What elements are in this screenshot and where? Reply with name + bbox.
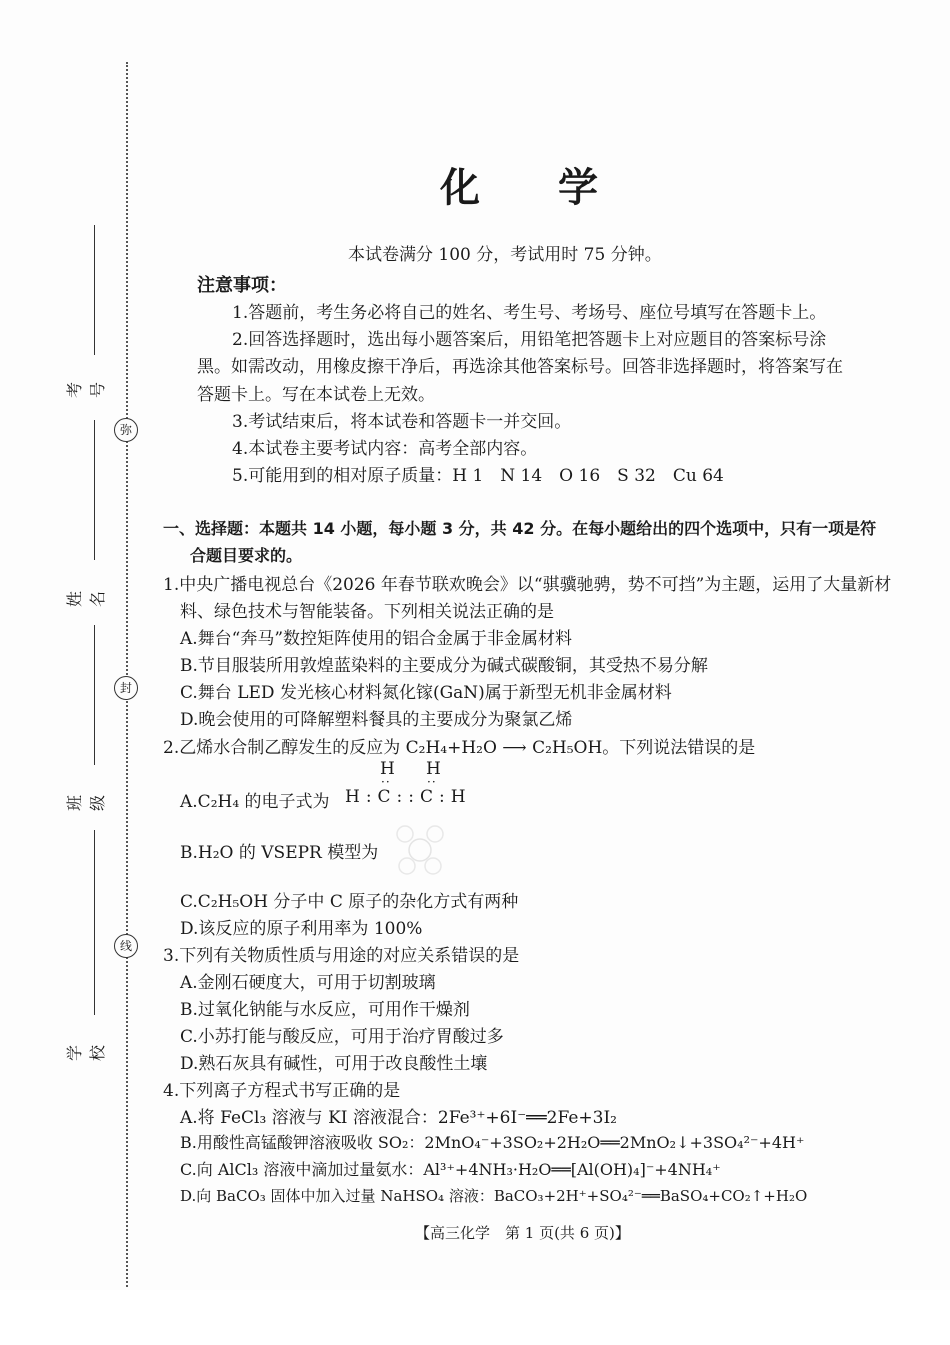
side-field-school xyxy=(65,830,107,1062)
q2-electron-formula: H:C::C:H xyxy=(345,787,472,807)
section-title-cont: 合题目要求的。 xyxy=(190,546,303,565)
q3-stem: 3.下列有关物质性质与用途的对应关系错误的是 xyxy=(163,946,520,966)
q1-option-a: A.舞台“奔马”数控矩阵使用的铝合金属于非金属材料 xyxy=(180,629,573,649)
side-label-school: 学校 xyxy=(65,1045,107,1062)
q2-option-a: A.C₂H₄ 的电子式为 xyxy=(180,792,330,812)
q4-option-b: B.用酸性高锰酸钾溶液吸收 SO₂：2MnO₄⁻+3SO₂+2H₂O══2MnO₂↓+3SO₄²⁻+4H⁺ xyxy=(180,1133,805,1152)
score-info: 本试卷满分 100 分，考试用时 75 分钟。 xyxy=(348,245,662,265)
vsepr-model-figure xyxy=(385,820,455,880)
side-blank-line xyxy=(94,225,95,355)
q1-option-d: D.晚会使用的可降解塑料餐具的主要成分为聚氯乙烯 xyxy=(180,710,573,730)
side-label-exam-number: 考号 xyxy=(65,382,107,399)
q3-option-c: C.小苏打能与酸反应，可用于治疗胃酸过多 xyxy=(180,1027,504,1047)
q2-formula-top-h: H xyxy=(380,759,395,779)
q2-formula-top-h: H xyxy=(426,759,441,779)
q3-option-a: A.金刚石硬度大，可用于切割玻璃 xyxy=(180,973,436,993)
q4-stem: 4.下列离子方程式书写正确的是 xyxy=(163,1081,401,1101)
binding-dotted-line xyxy=(126,62,128,1287)
q1-stem: 1.中央广播电视总台《2026 年春节联欢晚会》以“骐骥驰骋，势不可挡”为主题，运用了大量新材 xyxy=(163,575,892,595)
seal-feng: 封 xyxy=(114,676,138,700)
q2-option-b: B.H₂O 的 VSEPR 模型为 xyxy=(180,843,379,863)
q1-option-b: B.节目服装所用敦煌蓝染料的主要成分为碱式碳酸铜，其受热不易分解 xyxy=(180,656,708,676)
q2-option-d: D.该反应的原子利用率为 100% xyxy=(180,919,423,939)
notice-line-2: 2.回答选择题时，选出每小题答案后，用铅笔把答题卡上对应题目的答案标号涂 xyxy=(232,330,827,350)
q1-stem-cont: 料、绿色技术与智能装备。下列相关说法正确的是 xyxy=(180,602,554,622)
electron-pair-dots: ·· xyxy=(427,775,437,789)
notice-line-4: 答题卡上。写在本试卷上无效。 xyxy=(197,385,435,405)
notice-line-5: 3.考试结束后，将本试卷和答题卡一并交回。 xyxy=(232,412,572,432)
side-blank-line xyxy=(94,625,95,765)
electron-pair-dots: ·· xyxy=(381,775,391,789)
q4-option-c: C.向 AlCl₃ 溶液中滴加过量氨水：Al³⁺+4NH₃·H₂O══[Al(OH)₄]⁻+4NH₄⁺ xyxy=(180,1160,721,1179)
page-bottom-margin xyxy=(0,1290,950,1345)
q4-option-a: A.将 FeCl₃ 溶液与 KI 溶液混合：2Fe³⁺+6I⁻══2Fe+3I₂ xyxy=(180,1108,617,1128)
q2-stem: 2.乙烯水合制乙醇发生的反应为 C₂H₄+H₂O ⟶ C₂H₅OH。下列说法错误的是 xyxy=(163,738,756,758)
page-footer: 【高三化学 第 1 页(共 6 页)】 xyxy=(415,1224,630,1242)
notice-line-7: 5.可能用到的相对原子质量：H 1 N 14 O 16 S 32 Cu 64 xyxy=(232,466,724,486)
side-blank-line xyxy=(94,830,95,1015)
notice-line-3: 黑。如需改动，用橡皮擦干净后，再选涂其他答案标号。回答非选择题时，将答案写在 xyxy=(197,357,843,377)
q2-option-c: C.C₂H₅OH 分子中 C 原子的杂化方式有两种 xyxy=(180,892,519,912)
notice-line-1: 1.答题前，考生务必将自己的姓名、考生号、考场号、座位号填写在答题卡上。 xyxy=(232,303,827,323)
notice-heading: 注意事项： xyxy=(197,275,287,296)
side-label-class: 班级 xyxy=(65,795,107,812)
q1-option-c: C.舞台 LED 发光核心材料氮化镓(GaN)属于新型无机非金属材料 xyxy=(180,683,672,703)
q3-option-b: B.过氧化钠能与水反应，可用作干燥剂 xyxy=(180,1000,470,1020)
side-label-name: 姓名 xyxy=(65,591,107,608)
section-title: 一、选择题：本题共 14 小题，每小题 3 分，共 42 分。在每小题给出的四个选项中，只有一项是符 xyxy=(163,519,877,538)
q3-option-d: D.熟石灰具有碱性，可用于改良酸性土壤 xyxy=(180,1054,488,1074)
seal-xian: 线 xyxy=(114,934,138,958)
page-title: 化学 xyxy=(440,164,676,211)
q4-option-d: D.向 BaCO₃ 固体中加入过量 NaHSO₄ 溶液：BaCO₃+2H⁺+SO₄²⁻══BaSO₄+CO₂↑+H₂O xyxy=(180,1187,808,1205)
notice-line-6: 4.本试卷主要考试内容：高考全部内容。 xyxy=(232,439,538,459)
side-blank-line xyxy=(94,420,95,560)
side-field-class xyxy=(65,625,107,815)
side-field-exam-number xyxy=(65,225,107,415)
side-field-name xyxy=(65,420,107,610)
seal-mi: 弥 xyxy=(114,418,138,442)
